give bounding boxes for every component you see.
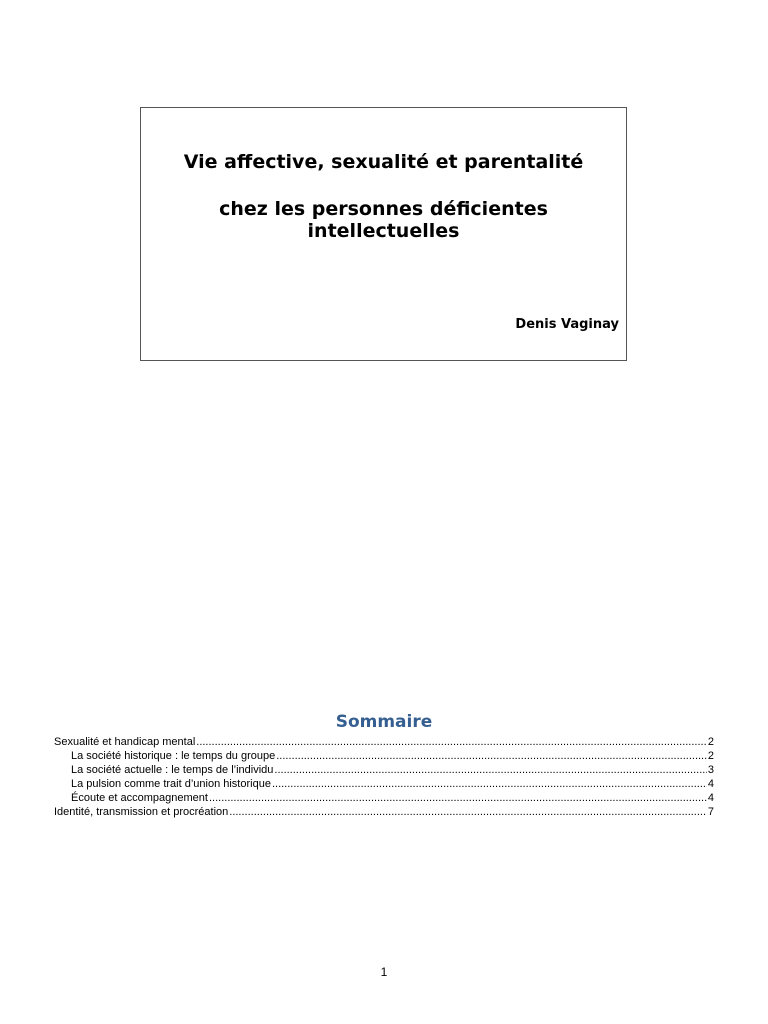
toc-entry-page: 7 <box>707 806 714 818</box>
toc-entry-text: La société historique : le temps du groupe <box>71 750 276 762</box>
toc-entry[interactable] <box>54 777 714 791</box>
toc-entry-text: La pulsion comme trait d’union historique <box>71 778 271 790</box>
toc-entry-page: 3 <box>707 764 714 776</box>
toc-dot-leader <box>272 777 707 791</box>
toc-heading: Sommaire <box>335 712 433 732</box>
document-title-line-3: intellectuelles <box>307 220 460 242</box>
toc-entry[interactable] <box>54 735 714 749</box>
toc-entry-page: 2 <box>707 736 714 748</box>
toc-dot-leader <box>209 791 707 805</box>
toc-entry[interactable] <box>54 791 714 805</box>
author-name: Denis Vaginay <box>515 317 619 332</box>
toc-dot-leader <box>229 805 707 819</box>
toc-entry[interactable] <box>54 749 714 763</box>
page-number: 1 <box>380 965 388 979</box>
document-title-line-1: Vie affective, sexualité et parentalité <box>183 151 584 173</box>
toc-entry-page: 2 <box>707 750 714 762</box>
title-box <box>140 107 627 361</box>
toc-dot-leader <box>276 749 707 763</box>
toc-entry[interactable] <box>54 805 714 819</box>
toc-entry-text: Sexualité et handicap mental <box>54 736 196 748</box>
table-of-contents <box>54 735 714 819</box>
toc-entry-page: 4 <box>707 778 714 790</box>
toc-entry-text: Écoute et accompagnement <box>71 792 208 804</box>
toc-entry-text: La société actuelle : le temps de l’individu <box>71 764 274 776</box>
toc-dot-leader <box>274 763 706 777</box>
toc-dot-leader <box>196 735 707 749</box>
toc-entry-text: Identité, transmission et procréation <box>54 806 229 818</box>
toc-entry[interactable] <box>54 763 714 777</box>
document-title-line-2: chez les personnes déficientes <box>219 198 548 220</box>
toc-entry-page: 4 <box>707 792 714 804</box>
